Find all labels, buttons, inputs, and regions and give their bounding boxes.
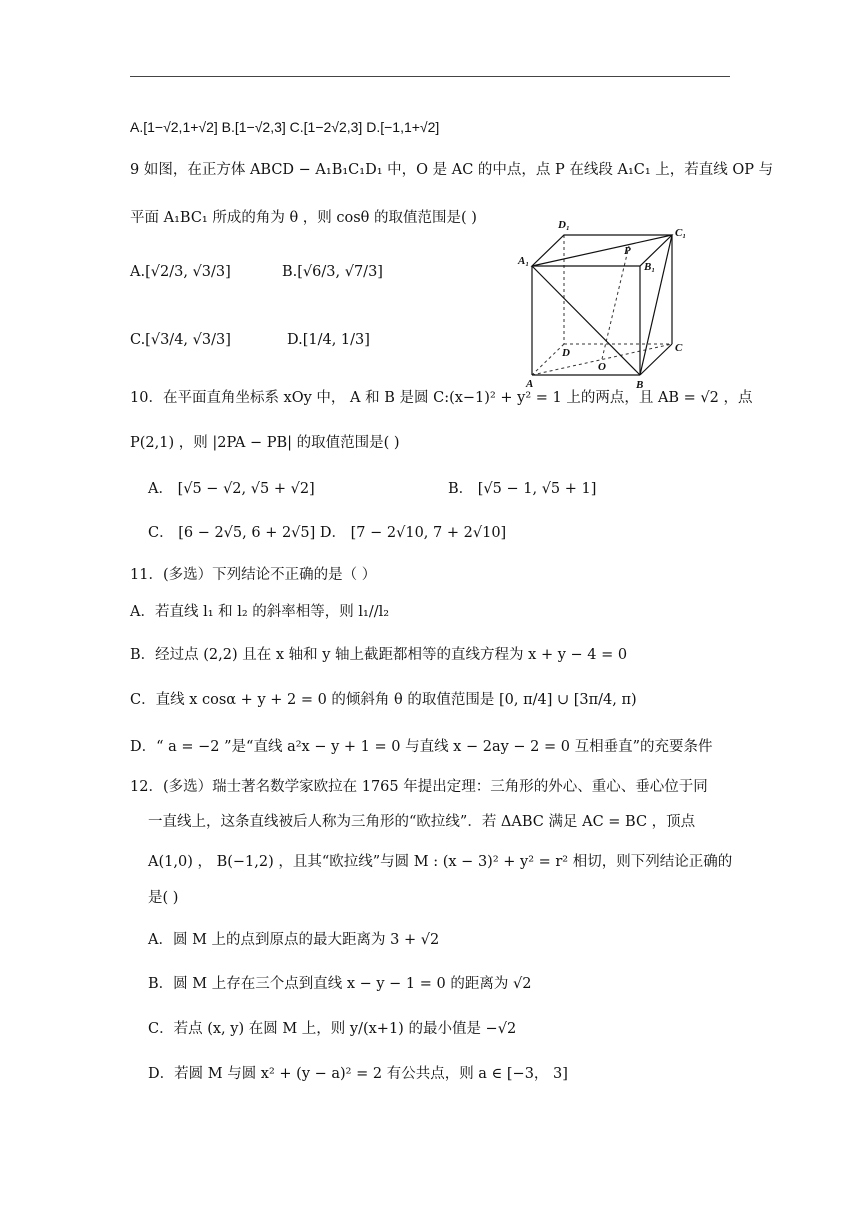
q12-option-a: A．圆 M 上的点到原点的最大距离为 3 + √2 <box>148 932 440 948</box>
q10-option-cd: C． [6 − 2√5, 6 + 2√5] D． [7 − 2√10, 7 + 2√10] <box>148 525 507 541</box>
label-c1: C₁ <box>675 227 687 239</box>
label-p: P <box>624 245 631 257</box>
label-d1: D₁ <box>558 219 570 231</box>
q10-stem-line2: P(2,1) ，则 |2PA − PB| 的取值范围是( ) <box>130 435 400 451</box>
q12-stem-line3: A(1,0) ， B(−1,2) ，且其“欧拉线”与圆 M : (x − 3)² + y² = r² 相切，则下列结论正确的 <box>148 854 733 870</box>
q10-option-b: B． [√5 − 1, √5 + 1] <box>448 481 597 497</box>
q12-stem-line1: 12．(多选）瑞士著名数学家欧拉在 1765 年提出定理：三角形的外心、重心、垂心位于同 <box>130 779 708 795</box>
q9-option-c: C.[√3/4, √3/3] <box>130 332 231 348</box>
q9-option-d: D.[1/4, 1/3] <box>287 332 370 348</box>
q9-option-a: A.[√2/3, √3/3] <box>130 264 231 280</box>
q11-option-b: B．经过点 (2,2) 且在 x 轴和 y 轴上截距都相等的直线方程为 x + y − 4 = 0 <box>130 647 628 663</box>
q10-stem-line1: 10．在平面直角坐标系 xOy 中， A 和 B 是圆 C:(x−1)² + y² = 1 上的两点，且 AB = √2 ，点 <box>130 390 753 406</box>
q9-option-b: B.[√6/3, √7/3] <box>282 264 383 280</box>
label-a: A <box>526 378 534 390</box>
label-b1: B₁ <box>644 261 656 273</box>
q12-option-b: B．圆 M 上存在三个点到直线 x − y − 1 = 0 的距离为 √2 <box>148 976 532 992</box>
label-o: O <box>598 361 606 373</box>
q12-option-c: C．若点 (x, y) 在圆 M 上，则 y/(x+1) 的最小值是 −√2 <box>148 1021 517 1037</box>
q12-stem-line2: 一直线上，这条直线被后人称为三角形的“欧拉线”．若 ΔABC 满足 AC = BC ，顶点 <box>148 814 696 830</box>
q8-options: A.[1−√2,1+√2] B.[1−√2,3] C.[1−2√2,3] D.[−1,1+√2] <box>130 119 440 135</box>
label-c: C <box>675 342 683 354</box>
q9-stem-line2: 平面 A₁BC₁ 所成的角为 θ ，则 cosθ 的取值范围是( ) <box>130 210 477 226</box>
label-b: B <box>636 379 644 391</box>
label-a1: A₁ <box>518 255 530 267</box>
q9-stem-line1: 9 如图，在正方体 ABCD − A₁B₁C₁D₁ 中，O 是 AC 的中点，点 P 在线段 A₁C₁ 上，若直线 OP 与 <box>130 162 774 178</box>
label-d: D <box>562 347 570 359</box>
q11-stem: 11．(多选）下列结论不正确的是（ ） <box>130 567 377 583</box>
header-rule <box>130 76 730 77</box>
q12-option-d: D．若圆 M 与圆 x² + (y − a)² = 2 有公共点，则 a ∈ [−3， 3] <box>148 1066 568 1082</box>
q12-stem-line4: 是( ) <box>148 890 179 906</box>
cube-figure <box>510 212 700 392</box>
q11-option-c: C．直线 x cosα + y + 2 = 0 的倾斜角 θ 的取值范围是 [0, π/4] ∪ [3π/4, π) <box>130 692 637 708</box>
q11-option-a: A．若直线 l₁ 和 l₂ 的斜率相等，则 l₁//l₂ <box>130 604 390 620</box>
q11-option-d: D．“ a = −2 ”是“直线 a²x − y + 1 = 0 与直线 x − 2ay − 2 = 0 互相垂直”的充要条件 <box>130 739 713 755</box>
q10-option-a: A． [√5 − √2, √5 + √2] <box>148 481 315 497</box>
